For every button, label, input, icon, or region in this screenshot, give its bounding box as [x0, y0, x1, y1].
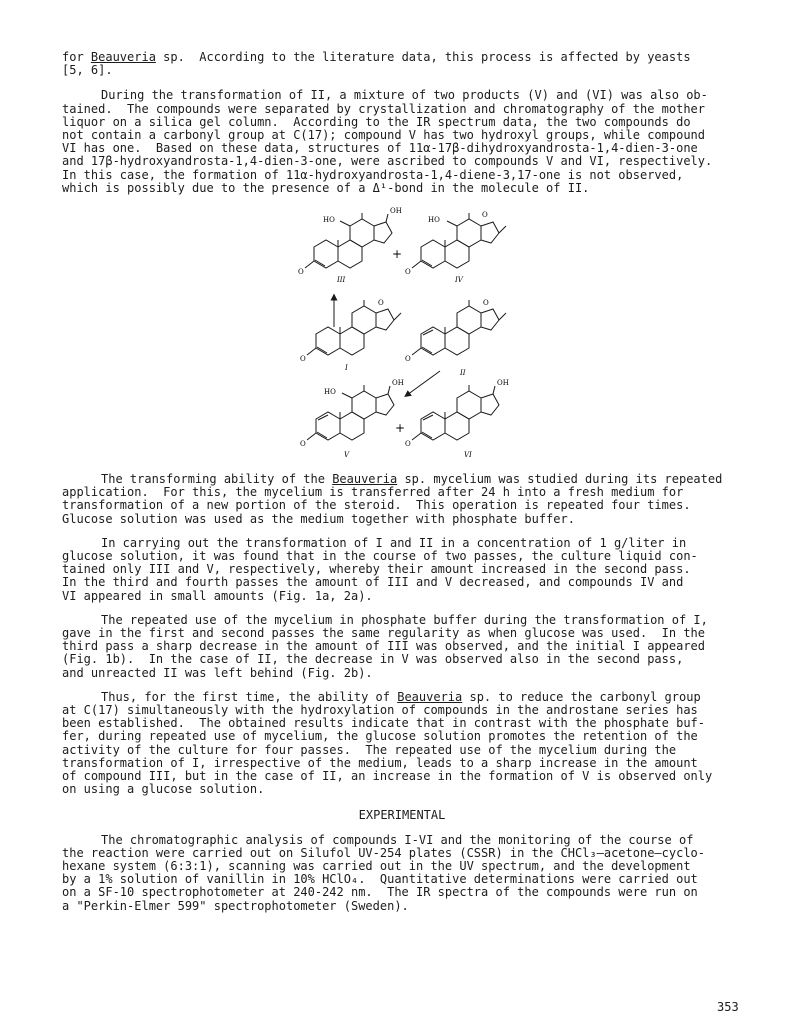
transformation-line: VI has one. Based on these data, structures of 11α-17β-dihydroxyandrosta-1,4-dien-3-one [62, 141, 698, 156]
conclusion-line: on using a glucose solution. [62, 782, 265, 797]
glucose-line: In the third and fourth passes the amount of III and V decreased, and compounds IV and [62, 575, 684, 590]
label-III-ho: HO [323, 216, 335, 225]
phosphate-line: (Fig. 1b). In the case of II, the decrease in V was observed also in the second pass, [62, 652, 684, 667]
glucose-line: glucose solution, it was found that in the course of two passes, the culture liquid con- [62, 549, 698, 564]
label-I-o3: O [300, 355, 306, 364]
paragraph-experimental [62, 834, 742, 913]
glucose-line: In carrying out the transformation of I and II in a concentration of 1 g/liter in [101, 535, 687, 550]
label-II: II [460, 369, 466, 378]
structure-III [305, 213, 392, 268]
glucose-line: VI appeared in small amounts (Fig. 1a, 2a). [62, 588, 373, 603]
page-number: 353 [717, 1000, 739, 1014]
scheme-drawing [62, 205, 742, 463]
label-V-o: O [300, 440, 306, 449]
transformation-line: During the transformation of II, a mixture of two products (V) and (VI) was also ob- [101, 88, 708, 103]
structure-I [307, 300, 401, 355]
arrow-diagonal [407, 371, 440, 395]
experimental-line: hexane system (6:3:1), scanning was carried out in the UV spectrum, and the development [62, 858, 691, 873]
plus-sign-top: + [392, 247, 403, 262]
label-II-o17: O [483, 299, 489, 308]
conclusion-line: transformation of I, irrespective of the medium, leads to a sharp increase in the amount [62, 755, 698, 770]
transformation-line: In this case, the formation of 11α-hydroxyandrosta-1,4-diene-3,17-one is not observed, [62, 167, 684, 182]
ability-line: transformation of a new portion of the steroid. This operation is repeated four times. [62, 498, 691, 513]
experimental-line: the reaction were carried out on Silufol UV-254 plates (CSSR) in the CHCl₃–acetone–cyclo- [62, 845, 705, 860]
intro-rest: sp. According to the literature data, this process is affected by yeasts [155, 50, 691, 64]
transformation-line: which is possibly due to the presence of a Δ¹-bond in the molecule of II. [62, 180, 590, 195]
glucose-line: tained only III and V, respectively, whereby their amount increased in the second pass. [62, 562, 691, 577]
phosphate-line: gave in the first and second passes the same regularity as when glucose was used. In the [62, 626, 705, 641]
plus-sign-bottom: + [395, 421, 406, 436]
phosphate-line: The repeated use of the mycelium in phosphate buffer during the transformation of I, [101, 612, 708, 627]
label-III-oh: OH [390, 207, 402, 216]
thus-rest: sp. to reduce the carbonyl group [462, 689, 701, 704]
label-VI-o: O [405, 440, 411, 449]
transformation-line: tained. The compounds were separated by crystallization and chromatography of the mother [62, 101, 705, 116]
ability-line: application. For this, the mycelium is transferred after 24 h into a fresh medium for [62, 485, 684, 500]
paragraph-ability [62, 473, 742, 526]
intro-line-1 [62, 51, 742, 64]
intro-line-2: [5, 6]. [62, 63, 113, 78]
beauveria-term: Beauveria [90, 50, 156, 64]
transformation-line: liquor on a silica gel column. According to the IR spectrum data, the two compounds do [62, 114, 691, 129]
phosphate-line: third pass a sharp decrease in the amount of III was observed, and the initial I appeared [62, 639, 705, 654]
paragraph-phosphate [62, 614, 742, 680]
experimental-line: on a SF-10 spectrophotometer at 240-242 nm. The IR spectra of the compounds were run on [62, 885, 698, 900]
label-V-ho: HO [324, 388, 336, 397]
beauveria-term: Beauveria [397, 689, 463, 704]
thus-pre: Thus, for the first time, the ability of [101, 689, 398, 704]
conclusion-line: at C(17) simultaneously with the hydroxylation of compounds in the androstane series has [62, 703, 698, 718]
conclusion-line: fer, during repeated use of mycelium, the glucose solution promotes the retention of the [62, 729, 698, 744]
label-III: III [337, 276, 346, 285]
structure-V [307, 385, 394, 440]
conclusion-line: activity of the culture for four passes. The repeated use of the mycelium during the [62, 742, 677, 757]
experimental-heading: EXPERIMENTAL [358, 807, 446, 822]
paragraph-conclusion [62, 691, 742, 797]
label-IV-ho: HO [428, 216, 440, 225]
label-VI-oh: OH [497, 379, 509, 388]
experimental-line: a "Perkin-Elmer 599" spectrophotometer (Sweden). [62, 898, 409, 913]
label-IV-o3: O [405, 268, 411, 277]
structure-VI [412, 385, 499, 440]
phosphate-line: and unreacted II was left behind (Fig. 2b). [62, 665, 373, 680]
label-IV-o: O [482, 211, 488, 220]
label-V: V [344, 451, 350, 460]
structure-II [412, 300, 506, 355]
conclusion-line: been established. The obtained results indicate that in contrast with the phosphate buf- [62, 716, 705, 731]
ability-pre: The transforming ability of the [101, 472, 333, 487]
structure-IV [412, 213, 506, 268]
paragraph-transformation [62, 89, 742, 195]
label-V-oh: OH [392, 379, 404, 388]
label-II-o3: O [405, 355, 411, 364]
beauveria-term: Beauveria [332, 472, 398, 487]
experimental-line: by a 1% solution of vanillin in 10% HClO₄. Quantitative determinations were carried out [62, 872, 698, 887]
transformation-line: not contain a carbonyl group at C(17); compound V has two hydroxyl groups, while compound [62, 128, 705, 143]
transformation-line: and 17β-hydroxyandrosta-1,4-dien-3-one, were ascribed to compounds V and VI, respectively. [62, 154, 713, 169]
label-VI: VI [464, 451, 472, 460]
label-I-o17: O [378, 299, 384, 308]
ability-line: Glucose solution was used as the medium together with phosphate buffer. [62, 511, 575, 526]
page-content [62, 51, 742, 913]
paragraph-intro [62, 51, 742, 77]
label-IV: IV [455, 276, 463, 285]
label-III-o: O [298, 268, 304, 277]
intro-pre: for [62, 50, 91, 64]
reaction-scheme [62, 205, 742, 463]
paragraph-glucose [62, 537, 742, 603]
conclusion-line: of compound III, but in the case of II, an increase in the formation of V is observed only [62, 769, 713, 784]
label-I: I [345, 364, 348, 373]
ability-rest: sp. mycelium was studied during its repeated [397, 472, 723, 487]
experimental-line: The chromatographic analysis of compounds I-VI and the monitoring of the course of [101, 832, 694, 847]
